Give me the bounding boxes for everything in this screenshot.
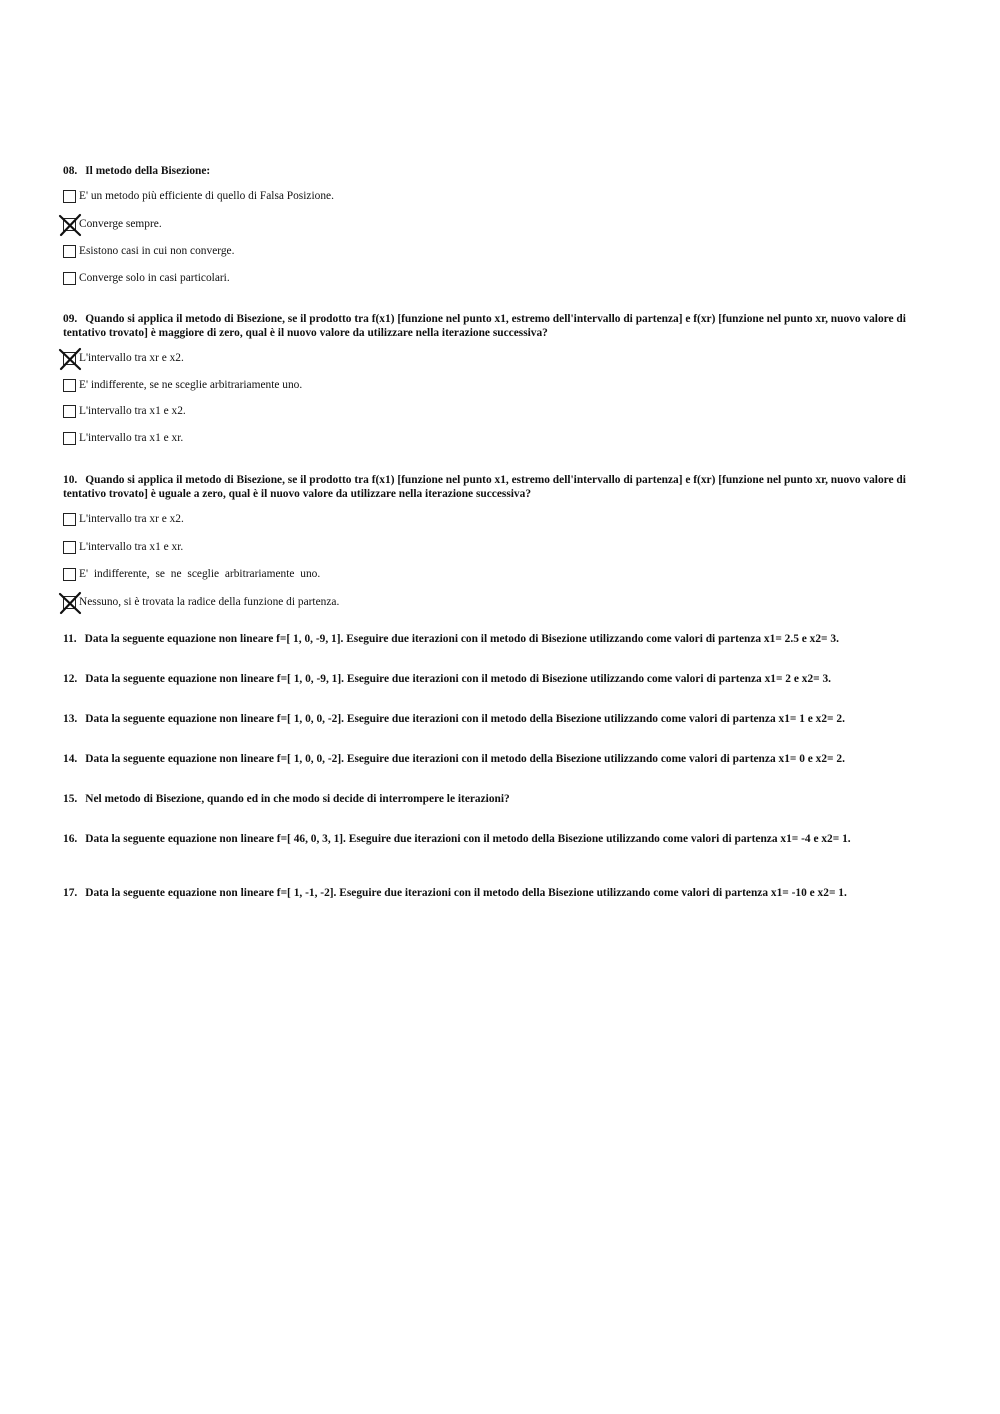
question-13 bbox=[63, 712, 943, 726]
question-text: Quando si applica il metodo di Bisezione, se il prodotto tra f(x1) [funzione nel punto x1, estremo dell'intervallo di partenza] e f(xr) [funzione nel punto xr, nuovo valore di tentativo trovato] è maggiore di zero, qual è il nuovo valore da utilizzare nella iterazione successiva? bbox=[63, 313, 906, 339]
question-text: Quando si applica il metodo di Bisezione, se il prodotto tra f(x1) [funzione nel punto x1, estremo dell'intervallo di partenza] e f(xr) [funzione nel punto xr, nuovo valore di tentativo trovato] è uguale a zero, qual è il nuovo valore da utilizzare nella iterazione successiva? bbox=[63, 474, 906, 500]
question-text: Data la seguente equazione non lineare f=[ 1, -1, -2]. Eseguire due iterazioni con il metodo della Bisezione utilizzando come valori di partenza x1= -10 e x2= 1. bbox=[85, 887, 847, 899]
question-text: Data la seguente equazione non lineare f=[ 46, 0, 3, 1]. Eseguire due iterazioni con il metodo della Bisezione utilizzando come valori di partenza x1= -4 e x2= 1. bbox=[85, 833, 851, 845]
option[interactable] bbox=[63, 566, 320, 582]
option-label: L'intervallo tra xr e x2. bbox=[79, 513, 184, 525]
option-label: E' indifferente, se ne sceglie arbitrariamente uno. bbox=[79, 568, 321, 580]
question-text: Il metodo della Bisezione: bbox=[85, 165, 211, 177]
option[interactable] bbox=[63, 243, 234, 259]
option-label: Converge solo in casi particolari. bbox=[79, 272, 230, 284]
option[interactable] bbox=[63, 350, 184, 366]
checkbox[interactable] bbox=[63, 245, 76, 258]
checkbox[interactable] bbox=[63, 596, 76, 609]
question-number: 14. bbox=[63, 753, 78, 765]
checkbox[interactable] bbox=[63, 432, 76, 445]
cross-mark-icon bbox=[59, 348, 82, 371]
option-label: E' indifferente, se ne sceglie arbitrariamente uno. bbox=[79, 379, 303, 391]
question-15 bbox=[63, 792, 943, 806]
question-text: Data la seguente equazione non lineare f=[ 1, 0, -9, 1]. Eseguire due iterazioni con il metodo di Bisezione utilizzando come valori di partenza x1= 2 e x2= 3. bbox=[85, 673, 832, 685]
question-11 bbox=[63, 632, 943, 646]
question-number: 17. bbox=[63, 887, 78, 899]
question-16 bbox=[63, 832, 943, 846]
question-text: Nel metodo di Bisezione, quando ed in che modo si decide di interrompere le iterazioni? bbox=[85, 793, 510, 805]
option-label: Esistono casi in cui non converge. bbox=[79, 245, 235, 257]
question-09 bbox=[63, 312, 943, 340]
question-number: 15. bbox=[63, 793, 78, 805]
option[interactable] bbox=[63, 377, 302, 393]
checkbox[interactable] bbox=[63, 405, 76, 418]
checkbox[interactable] bbox=[63, 352, 76, 365]
question-text: Data la seguente equazione non lineare f=[ 1, 0, 0, -2]. Eseguire due iterazioni con il metodo della Bisezione utilizzando come valori di partenza x1= 0 e x2= 2. bbox=[85, 753, 845, 765]
checkbox[interactable] bbox=[63, 272, 76, 285]
option-label: Nessuno, si è trovata la radice della funzione di partenza. bbox=[79, 596, 340, 608]
cross-mark-icon bbox=[59, 592, 82, 615]
option-label: L'intervallo tra x1 e xr. bbox=[79, 432, 184, 444]
option-label: Converge sempre. bbox=[79, 218, 162, 230]
question-number: 12. bbox=[63, 673, 78, 685]
option-label: L'intervallo tra x1 e x2. bbox=[79, 405, 186, 417]
checkbox[interactable] bbox=[63, 513, 76, 526]
question-text: Data la seguente equazione non lineare f=[ 1, 0, -9, 1]. Eseguire due iterazioni con il metodo di Bisezione utilizzando come valori di partenza x1= 2.5 e x2= 3. bbox=[84, 633, 839, 645]
option[interactable] bbox=[63, 270, 230, 286]
question-14 bbox=[63, 752, 943, 766]
cross-mark-icon bbox=[59, 214, 82, 237]
option[interactable] bbox=[63, 511, 184, 527]
checkbox[interactable] bbox=[63, 568, 76, 581]
option-label: E' un metodo più efficiente di quello di Falsa Posizione. bbox=[79, 190, 334, 202]
checkbox[interactable] bbox=[63, 541, 76, 554]
question-12 bbox=[63, 672, 943, 686]
question-number: 09. bbox=[63, 313, 78, 325]
option[interactable] bbox=[63, 403, 186, 419]
checkbox[interactable] bbox=[63, 379, 76, 392]
option[interactable] bbox=[63, 594, 339, 610]
option-label: L'intervallo tra x1 e xr. bbox=[79, 541, 184, 553]
option-label: L'intervallo tra xr e x2. bbox=[79, 352, 184, 364]
question-number: 08. bbox=[63, 165, 78, 177]
option[interactable] bbox=[63, 539, 183, 555]
question-08 bbox=[63, 164, 943, 178]
question-number: 10. bbox=[63, 474, 78, 486]
option[interactable] bbox=[63, 216, 162, 232]
question-number: 11. bbox=[63, 633, 77, 645]
question-10 bbox=[63, 473, 943, 501]
option[interactable] bbox=[63, 188, 334, 204]
question-number: 13. bbox=[63, 713, 78, 725]
question-17 bbox=[63, 886, 943, 900]
checkbox[interactable] bbox=[63, 218, 76, 231]
checkbox[interactable] bbox=[63, 190, 76, 203]
option[interactable] bbox=[63, 430, 183, 446]
question-number: 16. bbox=[63, 833, 78, 845]
question-text: Data la seguente equazione non lineare f=[ 1, 0, 0, -2]. Eseguire due iterazioni con il metodo della Bisezione utilizzando come valori di partenza x1= 1 e x2= 2. bbox=[85, 713, 845, 725]
